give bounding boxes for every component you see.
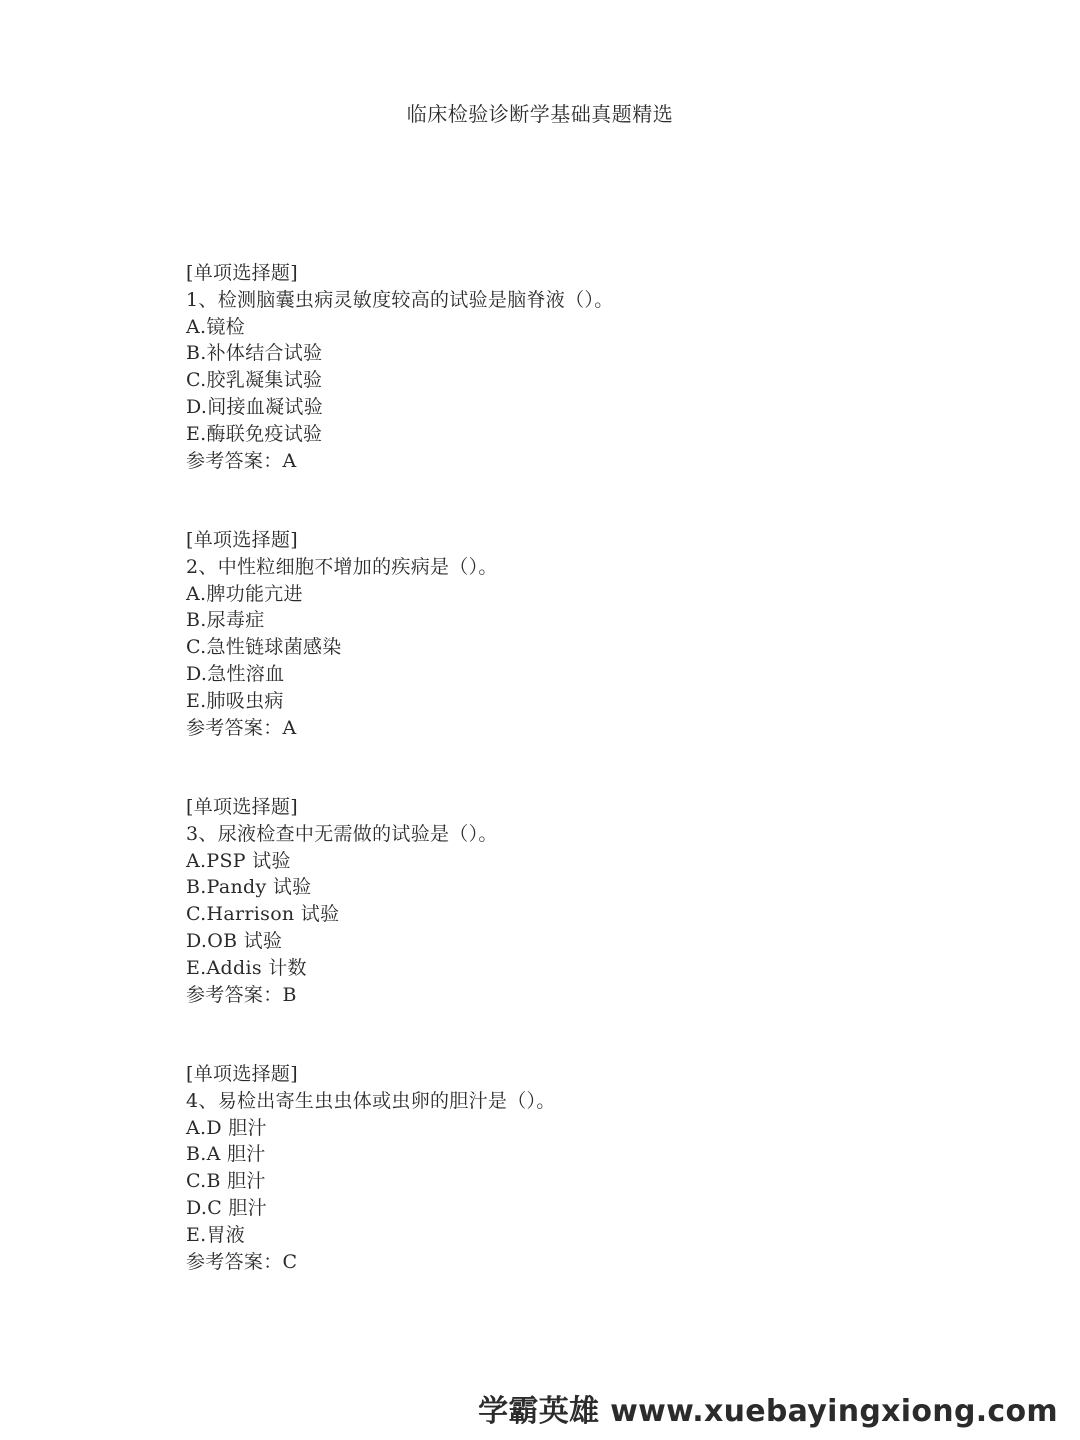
option-a: A.脾功能亢进 [186,582,303,605]
option-b: B.尿毒症 [186,609,265,632]
option-e: E.胃液 [186,1223,246,1246]
question-type: [单项选择题] [186,529,298,551]
question-stem: 1、检测脑囊虫病灵敏度较高的试验是脑脊液（）。 [186,288,614,311]
option-c: C.胶乳凝集试验 [186,369,323,392]
question-block [186,1061,946,1275]
question-block [186,794,946,1008]
question-type: [单项选择题] [186,1063,298,1085]
question-block [186,527,946,741]
option-e: E.肺吸虫病 [186,689,284,712]
site-watermark: 学霸英雄 www.xuebayingxiong.com [478,1394,1058,1429]
option-c: C.Harrison 试验 [186,903,340,926]
option-d: D.OB 试验 [186,929,283,952]
option-a: A.PSP 试验 [186,849,291,872]
option-d: D.急性溶血 [186,662,285,685]
reference-answer: 参考答案：A [186,716,297,739]
reference-answer: 参考答案：A [186,449,297,472]
option-a: A.D 胆汁 [186,1116,267,1139]
question-type: [单项选择题] [186,262,298,284]
option-e: E.酶联免疫试验 [186,422,323,445]
question-stem: 2、中性粒细胞不增加的疾病是（）。 [186,555,498,578]
question-block [186,260,946,474]
option-d: D.C 胆汁 [186,1196,267,1219]
document-title: 临床检验诊断学基础真题精选 [406,102,674,126]
reference-answer: 参考答案：B [186,983,297,1006]
question-type: [单项选择题] [186,796,298,818]
option-c: C.急性链球菌感染 [186,636,342,659]
question-stem: 3、尿液检查中无需做的试验是（）。 [186,822,498,845]
option-c: C.B 胆汁 [186,1170,266,1193]
question-stem: 4、易检出寄生虫虫体或虫卵的胆汁是（）。 [186,1089,556,1112]
option-b: B.A 胆汁 [186,1143,266,1166]
option-b: B.补体结合试验 [186,342,323,365]
option-a: A.镜检 [186,315,245,338]
reference-answer: 参考答案：C [186,1250,298,1273]
option-e: E.Addis 计数 [186,956,307,979]
option-b: B.Pandy 试验 [186,876,312,899]
option-d: D.间接血凝试验 [186,395,323,418]
